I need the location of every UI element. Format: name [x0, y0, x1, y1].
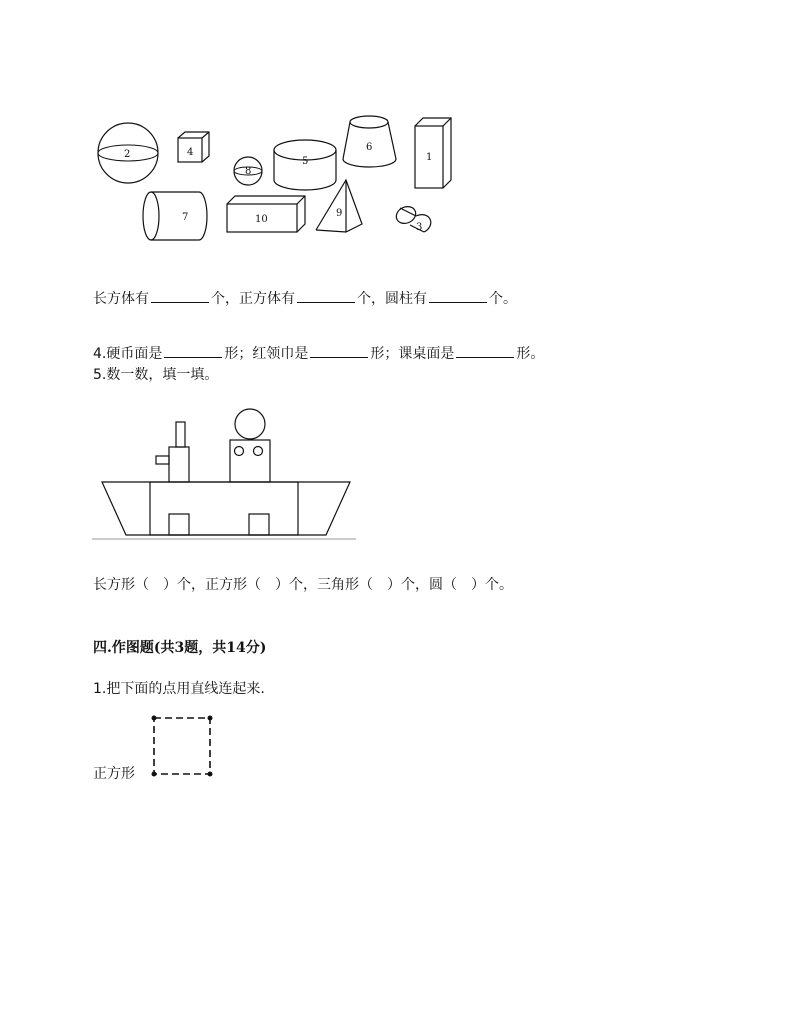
answer-blank[interactable]	[456, 345, 514, 358]
porthole-circle-right	[254, 447, 263, 456]
square-label: 正方形	[93, 766, 135, 782]
answer-blank[interactable]	[310, 345, 368, 358]
tower-circle	[235, 409, 265, 439]
question-text: 形；课桌面是	[370, 346, 455, 362]
question-text: 个。	[489, 291, 517, 307]
solid-label: 6	[366, 142, 373, 153]
solid-label: 5	[302, 156, 309, 167]
question-text: 长方体有	[93, 291, 149, 307]
cylinder-shape-3	[394, 204, 431, 233]
mast-rectangle	[176, 422, 185, 447]
draw-question-instruction: 1.把下面的点用直线连起来.	[93, 681, 265, 697]
solid-label: 8	[245, 166, 252, 177]
question-text: 形；红领巾是	[224, 346, 309, 362]
solid-label: 1	[426, 152, 433, 163]
answer-blank[interactable]	[164, 345, 222, 358]
corner-dot	[152, 772, 157, 777]
solid-label: 9	[336, 208, 343, 219]
cylinder-shape-7	[143, 192, 207, 240]
cylinder-shape-5	[274, 140, 336, 190]
porthole-circle-left	[235, 447, 244, 456]
hull-trapezoid	[102, 482, 350, 535]
solid-label: 2	[124, 149, 131, 160]
dotted-square-figure[interactable]	[148, 712, 216, 780]
question-text: 4.硬币面是	[93, 346, 163, 362]
cabin-rectangle	[169, 447, 189, 482]
section-heading: 四.作图题(共3题，共14分)	[93, 640, 267, 656]
solids-figure	[90, 108, 470, 258]
ship-figure	[90, 405, 360, 545]
question-4	[93, 345, 544, 363]
question-text: 个，圆柱有	[357, 291, 427, 307]
cube-shape-4	[178, 132, 209, 162]
solids-question	[93, 290, 517, 308]
cuboid-shape-1	[415, 118, 451, 188]
sphere-shape-8	[234, 157, 262, 185]
solid-label: 4	[187, 147, 194, 158]
corner-dot	[208, 772, 213, 777]
tower-square	[230, 440, 270, 482]
cuboid-shape-10	[227, 196, 305, 232]
corner-dot	[208, 716, 213, 721]
sphere-shape-2	[98, 123, 158, 183]
question-text: 个，正方体有	[211, 291, 295, 307]
corner-dot	[152, 716, 157, 721]
question-5: 5.数一数，填一填。	[93, 367, 219, 383]
question-text: 形。	[516, 346, 545, 362]
window-square-right	[249, 514, 269, 535]
shape-count-question: 长方形（ ）个，正方形（ ）个，三角形（ ）个，圆（ ）个。	[93, 577, 513, 593]
frustum-shape-6	[343, 116, 396, 167]
cannon-rectangle	[156, 456, 169, 464]
hull-rectangle	[150, 482, 298, 535]
solid-label: 10	[255, 214, 268, 225]
answer-blank[interactable]	[151, 290, 209, 303]
answer-blank[interactable]	[297, 290, 355, 303]
solid-label: 3	[416, 222, 423, 233]
solid-label: 7	[182, 212, 189, 223]
answer-blank[interactable]	[429, 290, 487, 303]
window-square-left	[169, 514, 189, 535]
